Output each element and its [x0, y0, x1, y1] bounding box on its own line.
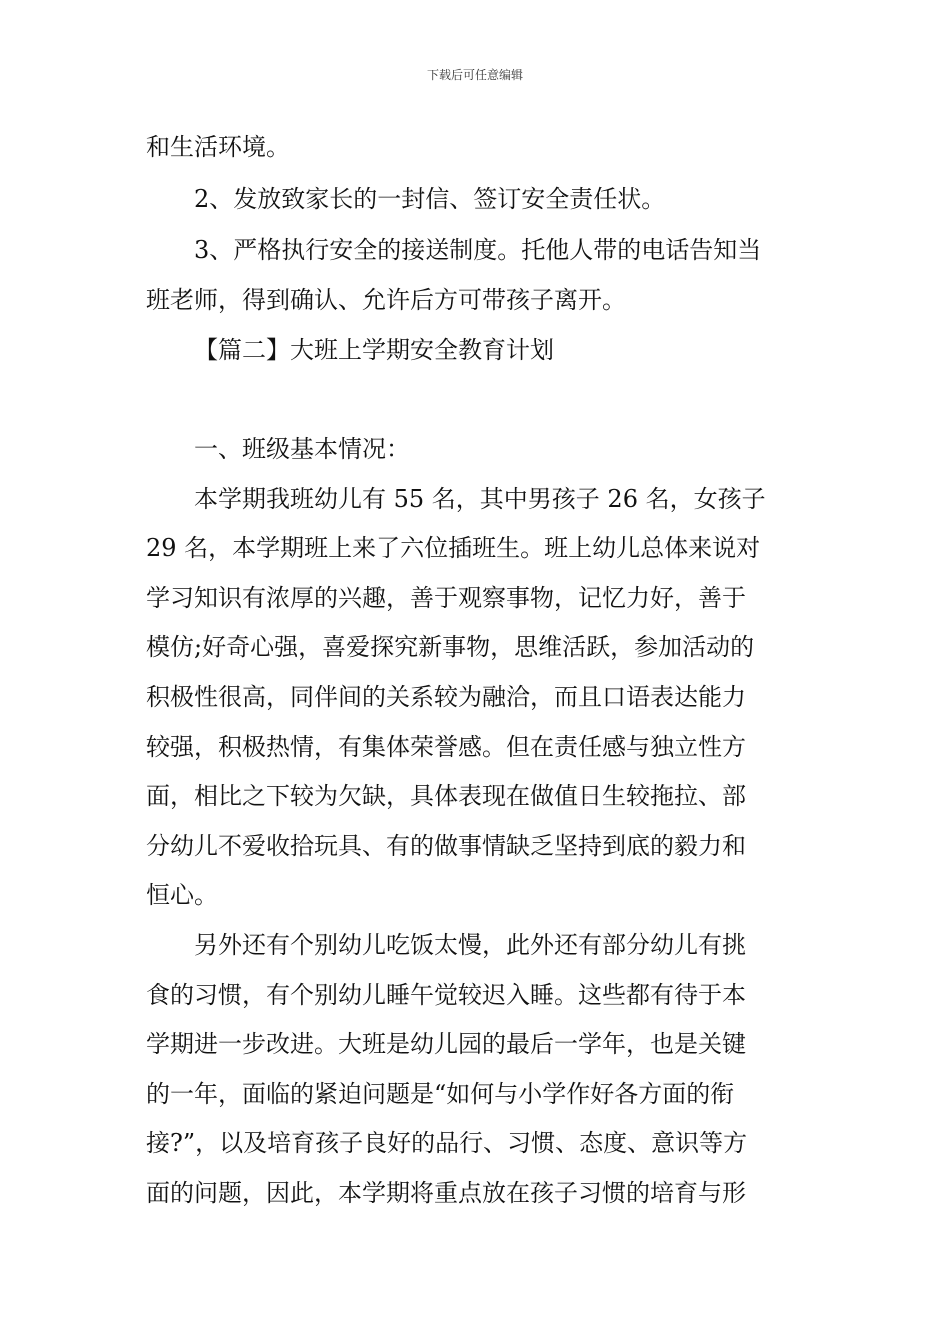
text-line: 积极性很高，同伴间的关系较为融洽，而且口语表达能力: [146, 683, 746, 711]
text-line: 2、发放致家长的一封信、签订安全责任状。: [194, 185, 666, 213]
text-line: 接?”，以及培育孩子良好的品行、习惯、态度、意识等方: [146, 1129, 748, 1157]
text-line: 学习知识有浓厚的兴趣，善于观察事物，记忆力好，善于: [146, 584, 746, 612]
text-line: 另外还有个别幼儿吃饭太慢，此外还有部分幼儿有挑: [194, 931, 746, 959]
section-heading: 【篇二】大班上学期安全教育计划: [194, 336, 554, 364]
text-line: 3、严格执行安全的接送制度。托他人带的电话告知当: [194, 236, 762, 264]
text-line: 的一年，面临的紧迫问题是“如何与小学作好各方面的衔: [146, 1080, 735, 1108]
text-line: 较强，积极热情，有集体荣誉感。但在责任感与独立性方: [146, 733, 746, 761]
text-line: 学期进一步改进。大班是幼儿园的最后一学年，也是关键: [146, 1030, 746, 1058]
text-line: 面的问题，因此，本学期将重点放在孩子习惯的培育与形: [146, 1179, 746, 1207]
text-line: 和生活环境。: [146, 133, 290, 161]
text-line: 分幼儿不爱收拾玩具、有的做事情缺乏坚持到底的毅力和: [146, 832, 746, 860]
text-line: 恒心。: [146, 881, 218, 909]
text-line: 模仿;好奇心强，喜爱探究新事物，思维活跃，参加活动的: [146, 633, 755, 661]
text-line: 班老师，得到确认、允许后方可带孩子离开。: [146, 286, 626, 314]
subsection-heading: 一、班级基本情况：: [194, 435, 410, 463]
text-line: 食的习惯，有个别幼儿睡午觉较迟入睡。这些都有待于本: [146, 981, 746, 1009]
text-line: 29 名，本学期班上来了六位插班生。班上幼儿总体来说对: [146, 534, 761, 562]
page-header: 下载后可任意编辑: [426, 68, 523, 82]
text-line: 本学期我班幼儿有 55 名，其中男孩子 26 名，女孩子: [194, 485, 766, 513]
text-line: 面，相比之下较为欠缺，具体表现在做值日生较拖拉、部: [146, 782, 746, 810]
